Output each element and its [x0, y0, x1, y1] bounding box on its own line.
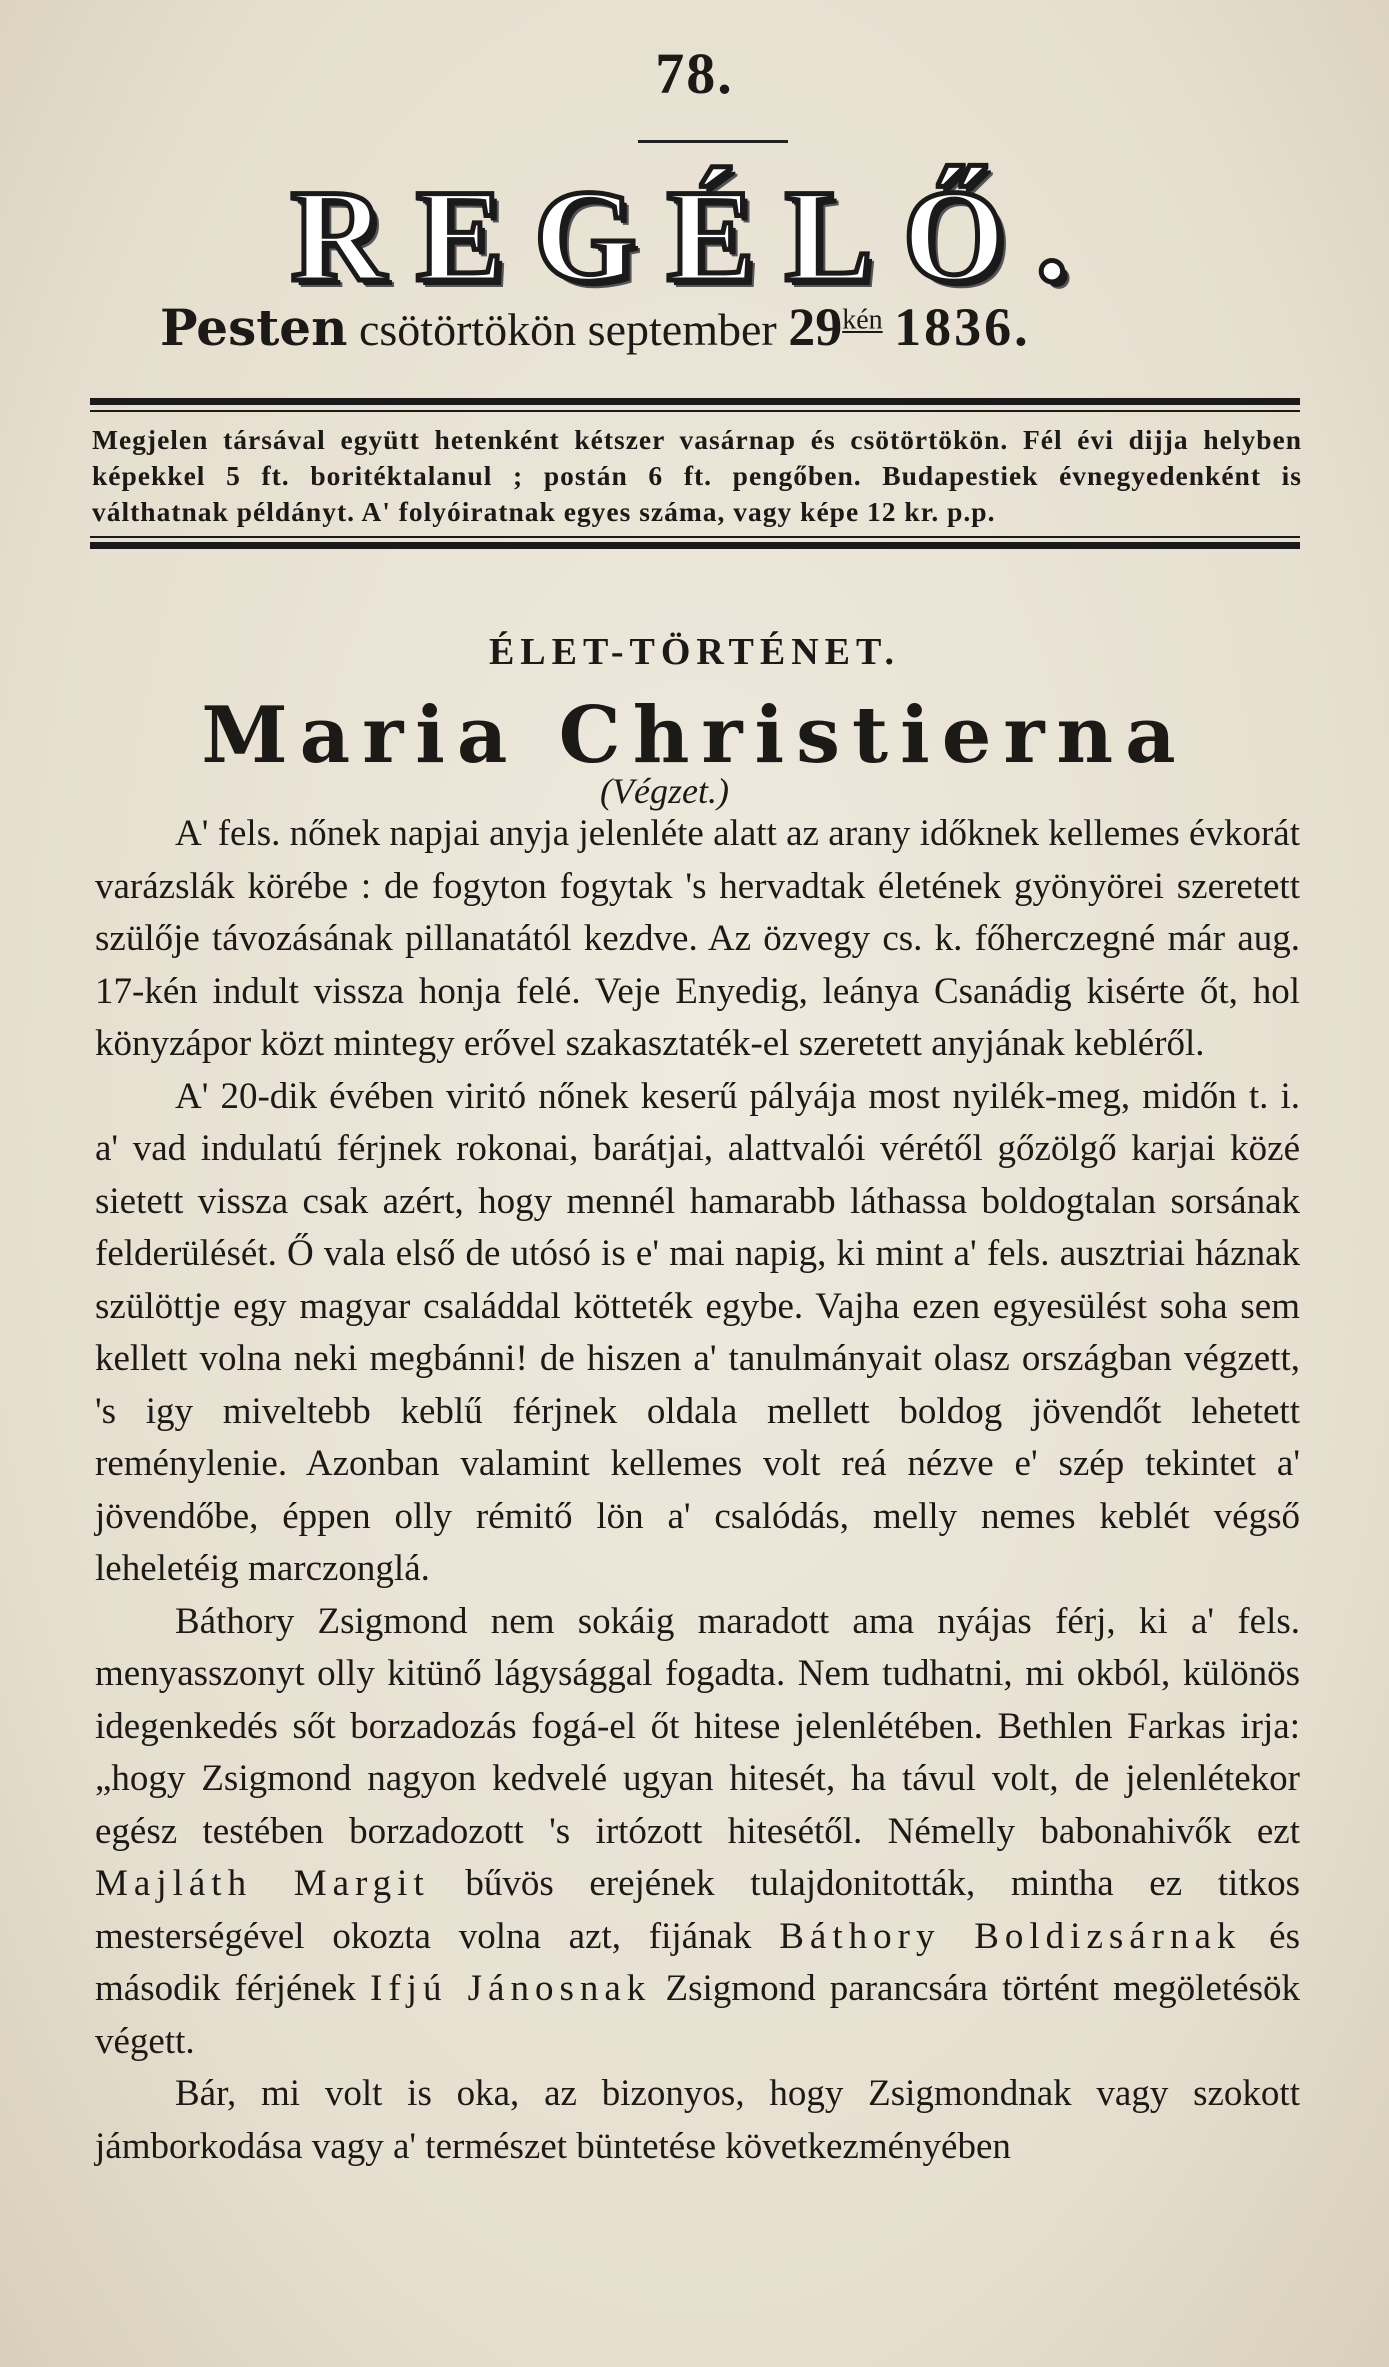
paragraph-2: A' 20-dik évében viritó nőnek keserű pályája most nyilék-meg, midőn t. i. a' vad indulatú férjnek rokonai, barátjai, alattvalói vérétől gőzölgő karjai közé sietett vissza csak azért, hogy mennél hamarabb láthassa boldogtalan sorsának felderülését. Ő vala első de utósó is e' mai napig, ki mint a' fels. ausztriai háznak szülöttje egy magyar családdal kötteték egybe. Vajha ezen egyesülést soha sem kellett volna neki megbánni! de hiszen a' tanulmányait olasz országban végzett, 's igy miveltebb keblű férjnek oldala mellett boldog jövendőt lehetett reménylenie. Azonban valamint kellemes volt reá nézve e' szép tekintet a' jövendőbe, éppen olly rémitő lön a' csalódás, melly nemes keblét végső leheletéig marczonglá. — [95, 1075, 1300, 1589]
page-number-rule — [638, 140, 788, 143]
person-name-ifju-janos: Ifjú Jánosnak — [370, 1968, 652, 2009]
notice-rule-thin — [90, 536, 1300, 538]
dateline-weekday-month: csötörtökön september — [358, 304, 777, 355]
article-body — [95, 808, 1300, 2173]
person-name-bathory-boldizsar: Báthory Boldizsárnak — [779, 1915, 1242, 1957]
header-rule-top-thin — [90, 410, 1300, 412]
dateline-day: 29 — [788, 297, 843, 357]
section-heading: ÉLET-TÖRTÉNET. — [488, 631, 901, 673]
notice-rule-thick — [90, 542, 1300, 549]
header-rule-top — [90, 398, 1300, 405]
paragraph-3-text-middle-2: és második férjének — [95, 1915, 1301, 2009]
masthead-title: REGÉLŐ. — [290, 162, 1099, 309]
paragraph-3-text-after: Zsigmond parancsára történt megöletésök végett. — [95, 1968, 1300, 2062]
dateline — [160, 298, 1309, 357]
article-subtitle: (Végzet.) — [600, 771, 729, 811]
paragraph-3 — [95, 1596, 1300, 2069]
paragraph-4: Bár, mi volt is oka, az bizonyos, hogy Zsigmondnak vagy szokott jámborkodása vagy a' természet büntetése következményében — [95, 2073, 1300, 2167]
subscription-notice: Megjelen társával együtt hetenként kétszer vasárnap és csötörtökön. Fél évi dijja helyben képekkel 5 ft. boritéktalanul ; postán 6 ft. pengőben. Budapestiek évnegyedenként is válthatnak példányt. A' folyóiratnak egyes száma, vagy képe 12 kr. p.p. — [92, 424, 1302, 527]
article-title: Maria Christierna — [201, 690, 1188, 781]
dateline-city: Pesten — [160, 298, 348, 357]
paragraph-3-text-before: Báthory Zsigmond nem sokáig maradott ama nyájas férj, ki a' fels. menyasszonyt olly kitünő lágysággal fogadta. Nem tudhatni, mi okból, különös idegenkedés sőt borzadozás fogá-el őt hitese jelenlétében. Bethlen Farkas irja: „hogy Zsigmond nagyon kedvelé ugyan hitesét, ha távul volt, de jelenlétekor egész testében borzadozott 's irtózott hitesétől. Némelly babonahivők ezt — [95, 1600, 1300, 1852]
person-name-majlath: Majláth Margit — [95, 1863, 430, 1904]
paragraph-1: A' fels. nőnek napjai anyja jelenléte alatt az arany időknek kellemes évkorát varázslák körébe : de fogyton fogytak 's hervadtak életének gyönyörei szeretett szülője távozásának pillanatától kezdve. Az özvegy cs. k. főherczegné már aug. 17-kén indult vissza honja felé. Veje Enyedig, leánya Csanádig kisérte őt, hol könyzápor közt mintegy erővel szakasztaték-el szeretett anyjának kebléről. — [95, 813, 1300, 1064]
dateline-year: 1836. — [894, 297, 1031, 357]
dateline-day-suffix: kén — [842, 304, 883, 336]
page-number: 78. — [655, 41, 734, 106]
paragraph-3-text-middle-1: bűvös erejének tulajdonitották, mintha ez titkos mesterségével okozta volna azt, fijának — [95, 1863, 1300, 1957]
